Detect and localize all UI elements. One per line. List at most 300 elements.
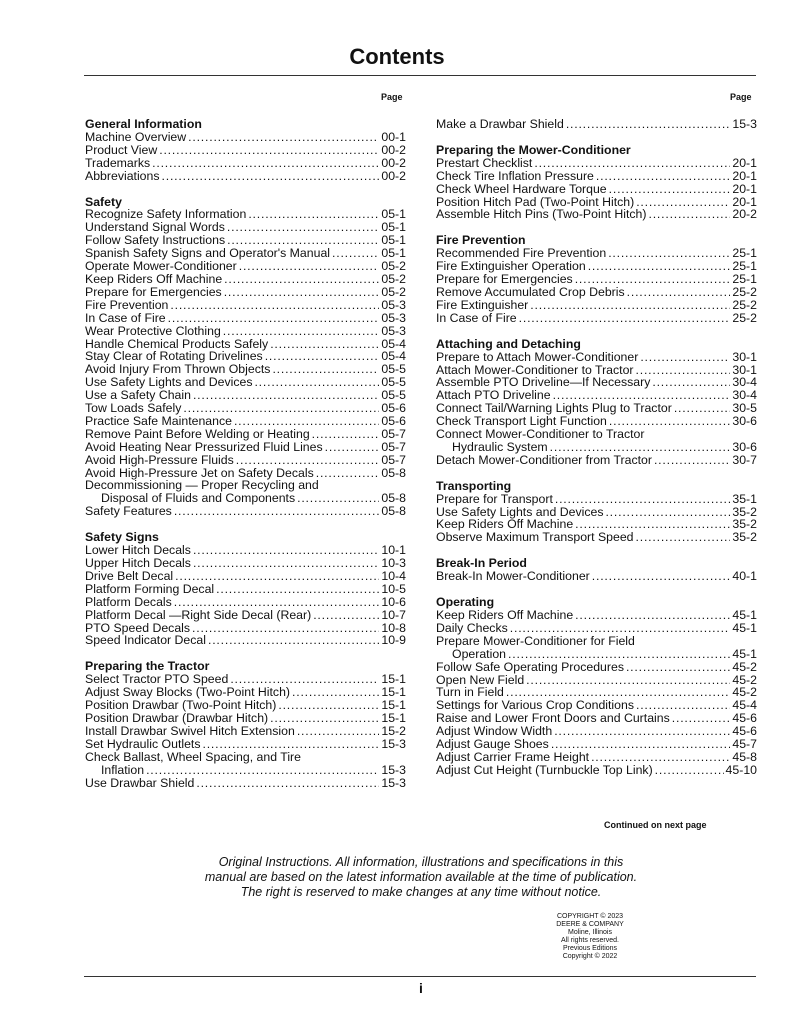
section-title: Transporting xyxy=(436,478,512,493)
toc-entry-text: Wear Protective Clothing xyxy=(85,323,221,338)
toc-entry-text: Prepare Mower-Conditioner for Field xyxy=(436,633,635,648)
toc-entry-text: Prepare for Emergencies xyxy=(85,284,222,299)
toc-entry-text: Platform Decals xyxy=(85,594,172,609)
toc-page-number: 05-1 xyxy=(381,207,406,222)
toc-entry[interactable] xyxy=(85,712,406,725)
toc-page-number: 25-1 xyxy=(732,272,757,287)
toc-entry-text: Install Drawbar Swivel Hitch Extension xyxy=(85,723,295,738)
toc-page-number: 10-9 xyxy=(381,633,406,648)
page-number: i xyxy=(419,980,423,996)
toc-entry[interactable] xyxy=(436,609,757,622)
toc-page-number: 05-1 xyxy=(381,233,406,248)
toc-page-number: 20-2 xyxy=(732,207,757,222)
toc-entry-text: Adjust Gauge Shoes xyxy=(436,737,549,752)
toc-page-number: 25-2 xyxy=(732,297,757,312)
toc-entry-text: Use Safety Lights and Devices xyxy=(85,375,253,390)
dot-leader xyxy=(224,273,379,286)
toc-right-column xyxy=(436,118,757,790)
toc-entry-text: Set Hydraulic Outlets xyxy=(85,736,201,751)
toc-page-number: 15-3 xyxy=(381,775,406,790)
toc-page-number: 15-3 xyxy=(381,762,406,777)
toc-page-number: 05-4 xyxy=(381,336,406,351)
toc-entry[interactable] xyxy=(85,415,406,428)
toc-entry[interactable] xyxy=(436,570,757,583)
dot-leader xyxy=(216,583,379,596)
toc-entry-text: Hydraulic System xyxy=(452,439,548,454)
toc-page-number: 10-1 xyxy=(381,543,406,558)
dot-leader xyxy=(636,531,731,544)
dot-leader xyxy=(554,725,730,738)
dot-leader xyxy=(608,247,730,260)
toc-entry[interactable] xyxy=(85,505,406,518)
dot-leader xyxy=(534,157,730,170)
toc-entry-text: Decommissioning — Proper Recycling and xyxy=(85,478,319,493)
dot-leader xyxy=(270,338,379,351)
toc-entry[interactable] xyxy=(85,273,406,286)
dot-leader xyxy=(272,363,379,376)
section-title: Preparing the Mower-Conditioner xyxy=(436,142,631,157)
toc-entry-text: Recommended Fire Prevention xyxy=(436,246,607,261)
toc-entry-text: Attach Mower-Conditioner to Tractor xyxy=(436,362,634,377)
section-title: Preparing the Tractor xyxy=(85,659,210,674)
toc-entry[interactable] xyxy=(85,299,406,312)
toc-entry-text: Detach Mower-Conditioner from Tractor xyxy=(436,452,652,467)
toc-entry-text: Assemble PTO Driveline—If Necessary xyxy=(436,375,651,390)
section-title: Break-In Period xyxy=(436,556,527,571)
copyright-line: All rights reserved. xyxy=(561,937,619,944)
toc-entry-text: Operation xyxy=(452,646,507,661)
toc-entry-text: Select Tractor PTO Speed xyxy=(85,672,229,687)
toc-entry-text: Adjust Carrier Frame Height xyxy=(436,749,590,764)
toc-entry-text: Avoid Injury From Thrown Objects xyxy=(85,362,271,377)
dot-leader xyxy=(192,622,379,635)
toc-page-number: 05-5 xyxy=(381,375,406,390)
toc-entry[interactable] xyxy=(85,725,406,738)
toc-page-number: 05-2 xyxy=(381,271,406,286)
toc-page-number: 30-6 xyxy=(732,414,757,429)
dot-leader xyxy=(609,183,731,196)
dot-leader xyxy=(227,221,379,234)
toc-page-number: 15-3 xyxy=(381,736,406,751)
page-title: Contents xyxy=(349,44,445,69)
toc-page-number: 05-1 xyxy=(381,246,406,261)
dot-leader xyxy=(236,454,380,467)
toc-entry[interactable] xyxy=(85,131,406,144)
dot-leader xyxy=(672,712,731,725)
toc-page-number: 30-4 xyxy=(732,375,757,390)
toc-entry-text: Fire Extinguisher xyxy=(436,297,529,312)
toc-page-number: 05-4 xyxy=(381,349,406,364)
toc-entry-text: Position Drawbar (Two-Point Hitch) xyxy=(85,698,277,713)
toc-page-number: 05-5 xyxy=(381,388,406,403)
toc-entry-text: Machine Overview xyxy=(85,129,187,144)
toc-page-number: 05-2 xyxy=(381,259,406,274)
toc-entry[interactable] xyxy=(436,751,757,764)
toc-entry-text: Adjust Sway Blocks (Two-Point Hitch) xyxy=(85,685,291,700)
toc-page-number: 05-7 xyxy=(381,426,406,441)
copyright-line: DEERE & COMPANY xyxy=(556,921,624,928)
toc-entry-text: Remove Paint Before Welding or Heating xyxy=(85,426,310,441)
dot-leader xyxy=(592,570,731,583)
toc-page-number: 45-1 xyxy=(732,646,757,661)
toc-page-number: 05-3 xyxy=(381,297,406,312)
toc-entry-text: Connect Tail/Warning Lights Plug to Tractor xyxy=(436,401,672,416)
toc-entry[interactable] xyxy=(436,454,757,467)
toc-entry-text: Platform Forming Decal xyxy=(85,581,215,596)
dot-leader xyxy=(152,157,379,170)
dot-leader xyxy=(332,247,379,260)
toc-entry-text: Check Tire Inflation Pressure xyxy=(436,168,594,183)
dot-leader xyxy=(566,118,731,131)
section-title: Fire Prevention xyxy=(436,233,526,248)
toc-entry-text: Check Transport Light Function xyxy=(436,414,607,429)
dot-leader xyxy=(174,505,380,518)
dot-leader xyxy=(627,286,731,299)
footer-line: manual are based on the latest information available at the time of publication. xyxy=(204,870,638,884)
dot-leader xyxy=(555,493,731,506)
toc-section xyxy=(85,196,406,519)
toc-page-number: 00-2 xyxy=(381,155,406,170)
toc-entry[interactable] xyxy=(85,634,406,647)
toc-page-number: 10-6 xyxy=(381,594,406,609)
toc-entry-text: Check Wheel Hardware Torque xyxy=(436,181,607,196)
toc-entry[interactable] xyxy=(85,428,406,441)
toc-entry[interactable] xyxy=(436,493,757,506)
toc-entry-text: Operate Mower-Conditioner xyxy=(85,259,237,274)
toc-entry-text: Use Safety Lights and Devices xyxy=(436,504,604,519)
toc-entry-text: Daily Checks xyxy=(436,620,508,635)
dot-leader xyxy=(196,777,379,790)
toc-entry-text: Make a Drawbar Shield xyxy=(436,117,564,131)
left-page-column-header: Page xyxy=(381,92,403,102)
toc-page-number: 30-1 xyxy=(732,362,757,377)
toc-entry-text: Product View xyxy=(85,142,158,157)
toc-page-number: 45-4 xyxy=(732,698,757,713)
toc-entry-text: Trademarks xyxy=(85,155,151,170)
dot-leader xyxy=(648,208,730,221)
toc-page-number: 45-2 xyxy=(732,685,757,700)
toc-entry[interactable] xyxy=(436,661,757,674)
toc-section xyxy=(436,118,757,131)
dot-leader xyxy=(193,544,379,557)
toc-entry[interactable] xyxy=(85,764,406,777)
toc-entry-text: Safety Features xyxy=(85,504,172,519)
toc-entry[interactable] xyxy=(85,596,406,609)
toc-entry[interactable] xyxy=(436,299,757,312)
toc-entry-text: Practice Safe Maintenance xyxy=(85,413,232,428)
toc-section xyxy=(85,531,406,647)
section-title: Safety Signs xyxy=(85,530,159,545)
dot-leader xyxy=(234,415,379,428)
toc-section xyxy=(436,557,757,583)
section-title: Operating xyxy=(436,595,495,610)
dot-leader xyxy=(146,764,379,777)
toc-entry-text: Remove Accumulated Crop Debris xyxy=(436,284,625,299)
dot-leader xyxy=(596,170,730,183)
toc-page-number: 45-10 xyxy=(725,762,757,777)
toc-section xyxy=(436,144,757,221)
toc-entry-text: Abbreviations xyxy=(85,168,160,183)
toc-page-number: 45-7 xyxy=(732,737,757,752)
dot-leader xyxy=(224,286,380,299)
toc-entry-text: Keep Riders Off Machine xyxy=(436,608,574,622)
toc-entry[interactable] xyxy=(436,208,757,221)
toc-page-number: 30-5 xyxy=(732,401,757,416)
top-divider xyxy=(84,75,756,76)
toc-section xyxy=(436,234,757,324)
toc-entry[interactable] xyxy=(436,764,757,777)
toc-page-number: 15-1 xyxy=(381,710,406,725)
toc-entry[interactable] xyxy=(436,648,757,661)
bottom-divider xyxy=(84,976,756,977)
toc-entry[interactable] xyxy=(85,312,406,325)
dot-leader xyxy=(312,428,380,441)
toc-entry[interactable] xyxy=(85,777,406,790)
toc-page-number: 25-2 xyxy=(732,310,757,325)
right-page-column-header: Page xyxy=(730,92,752,102)
dot-leader xyxy=(510,622,731,635)
toc-entry-text: Spanish Safety Signs and Operator's Manual xyxy=(85,246,331,261)
toc-entry[interactable] xyxy=(436,441,757,454)
toc-entry-text: Use Drawbar Shield xyxy=(85,775,195,790)
toc-page-number: 45-1 xyxy=(732,608,757,622)
toc-entry[interactable] xyxy=(85,557,406,570)
toc-section xyxy=(85,660,406,789)
dot-leader xyxy=(175,570,379,583)
toc-page-number: 25-1 xyxy=(732,246,757,261)
toc-page-number: 05-8 xyxy=(381,491,406,506)
toc-entry[interactable] xyxy=(85,286,406,299)
toc-entry[interactable] xyxy=(85,738,406,751)
dot-leader xyxy=(316,467,380,480)
toc-entry-text: Tow Loads Safely xyxy=(85,401,182,416)
toc-entry-text: Recognize Safety Information xyxy=(85,207,247,222)
toc-entry[interactable] xyxy=(436,118,757,131)
toc-page-number: 45-2 xyxy=(732,672,757,687)
toc-entry[interactable] xyxy=(436,157,757,170)
dot-leader xyxy=(575,609,730,622)
toc-page-number: 40-1 xyxy=(732,569,757,584)
toc-entry-text: Understand Signal Words xyxy=(85,220,225,235)
dot-leader xyxy=(652,376,730,389)
original-instructions-note xyxy=(0,855,794,900)
toc-page-number: 00-2 xyxy=(381,142,406,157)
toc-page-number: 20-1 xyxy=(732,168,757,183)
toc-entry-text: Avoid High-Pressure Fluids xyxy=(85,452,234,467)
toc-entry-text: Keep Riders Off Machine xyxy=(436,517,574,532)
dot-leader xyxy=(297,725,380,738)
dot-leader xyxy=(297,492,379,505)
section-title: Safety xyxy=(85,194,122,209)
toc-page-number: 00-2 xyxy=(381,168,406,183)
toc-section xyxy=(85,118,406,183)
toc-page-number: 15-1 xyxy=(381,672,406,687)
dot-leader xyxy=(254,376,379,389)
toc-entry[interactable] xyxy=(85,157,406,170)
toc-page-number: 30-1 xyxy=(732,349,757,364)
toc-page-number: 10-4 xyxy=(381,568,406,583)
toc-page-number: 15-1 xyxy=(381,685,406,700)
dot-leader xyxy=(248,208,379,221)
toc-page-number: 05-5 xyxy=(381,362,406,377)
toc-page-number: 05-8 xyxy=(381,504,406,519)
toc-page-number: 35-1 xyxy=(732,491,757,506)
toc-entry-text: Fire Extinguisher Operation xyxy=(436,259,586,274)
dot-leader xyxy=(292,686,379,699)
toc-entry[interactable] xyxy=(85,325,406,338)
toc-section xyxy=(436,596,757,777)
toc-page-number: 05-7 xyxy=(381,439,406,454)
dot-leader xyxy=(168,312,380,325)
toc-entry[interactable] xyxy=(85,609,406,622)
toc-page-number: 15-3 xyxy=(732,117,757,131)
dot-leader xyxy=(193,557,379,570)
toc-entry[interactable] xyxy=(436,312,757,325)
dot-leader xyxy=(162,170,380,183)
copyright-line: Previous Editions xyxy=(562,945,618,952)
toc-entry-text: Position Drawbar (Drawbar Hitch) xyxy=(85,710,269,725)
dot-leader xyxy=(239,260,380,273)
toc-entry[interactable] xyxy=(85,144,406,157)
toc-entry-text: Turn in Field xyxy=(436,685,504,700)
dot-leader xyxy=(174,596,380,609)
dot-leader xyxy=(640,351,730,364)
toc-entry[interactable] xyxy=(85,570,406,583)
toc-page-number: 45-6 xyxy=(732,711,757,726)
dot-leader xyxy=(530,299,730,312)
toc-entry-text: Fire Prevention xyxy=(85,297,169,312)
toc-page-number: 25-1 xyxy=(732,259,757,274)
dot-leader xyxy=(325,441,380,454)
toc-entry-text: Assemble Hitch Pins (Two-Point Hitch) xyxy=(436,207,647,222)
dot-leader xyxy=(550,441,731,454)
dot-leader xyxy=(526,674,730,687)
toc-page-number: 35-2 xyxy=(732,530,757,545)
toc-page-number: 25-2 xyxy=(732,284,757,299)
toc-entry-text: Position Hitch Pad (Two-Point Hitch) xyxy=(436,194,635,209)
toc-entry[interactable] xyxy=(85,170,406,183)
toc-page-number: 05-2 xyxy=(381,284,406,299)
toc-entry-text: Connect Mower-Conditioner to Tractor xyxy=(436,427,645,442)
dot-leader xyxy=(674,402,731,415)
toc-entry-text: Raise and Lower Front Doors and Curtains xyxy=(436,711,670,726)
section-title: Attaching and Detaching xyxy=(436,336,581,351)
toc-entry-text: Use a Safety Chain xyxy=(85,388,191,403)
toc-entry-text: Platform Decal —Right Side Decal (Rear) xyxy=(85,607,312,622)
dot-leader xyxy=(183,402,379,415)
dot-leader xyxy=(626,661,730,674)
continued-note: Continued on next page xyxy=(604,820,707,830)
toc-entry[interactable] xyxy=(436,531,757,544)
toc-page-number: 05-7 xyxy=(381,452,406,467)
toc-entry[interactable] xyxy=(85,441,406,454)
toc-page-number: 20-1 xyxy=(732,155,757,170)
toc-entry-text: Open New Field xyxy=(436,672,525,687)
toc-entry-text: Handle Chemical Products Safely xyxy=(85,336,269,351)
toc-page-number: 45-2 xyxy=(732,659,757,674)
toc-entry[interactable] xyxy=(85,454,406,467)
toc-entry-text: Prestart Checklist xyxy=(436,155,533,170)
toc-entry-text: Adjust Window Width xyxy=(436,724,553,739)
toc-page-number: 05-6 xyxy=(381,413,406,428)
toc-page-number: 20-1 xyxy=(732,194,757,209)
dot-leader xyxy=(193,389,379,402)
toc-entry[interactable] xyxy=(85,402,406,415)
dot-leader xyxy=(188,131,379,144)
toc-section xyxy=(436,338,757,467)
toc-entry-text: Keep Riders Off Machine xyxy=(85,271,223,286)
toc-section xyxy=(436,480,757,545)
toc-page-number: 15-2 xyxy=(381,723,406,738)
dot-leader xyxy=(159,144,379,157)
toc-page-number: 35-2 xyxy=(732,504,757,519)
toc-entry[interactable] xyxy=(436,183,757,196)
toc-entry-text: Follow Safety Instructions xyxy=(85,233,226,248)
dot-leader xyxy=(203,738,380,751)
copyright-line: Moline, Illinois xyxy=(568,929,612,936)
footer-line: Original Instructions. All information, illustrations and specifications in this xyxy=(218,855,624,869)
toc-page-number: 10-3 xyxy=(381,556,406,570)
toc-page-number: 45-8 xyxy=(732,749,757,764)
toc-page-number: 05-8 xyxy=(381,465,406,480)
toc-page-number: 30-7 xyxy=(732,452,757,467)
footer-line: The right is reserved to make changes at any time without notice. xyxy=(240,885,602,899)
toc-entry[interactable] xyxy=(85,583,406,596)
toc-entry-text: Adjust Cut Height (Turnbuckle Top Link) xyxy=(436,762,653,777)
toc-page-number: 15-1 xyxy=(381,698,406,713)
toc-page-number: 10-8 xyxy=(381,620,406,635)
toc-entry-text: PTO Speed Decals xyxy=(85,620,191,635)
toc-entry-text: Lower Hitch Decals xyxy=(85,543,191,558)
dot-leader xyxy=(654,454,730,467)
toc-entry-text: Attach PTO Driveline xyxy=(436,388,551,403)
toc-entry-text: Follow Safe Operating Procedures xyxy=(436,659,624,674)
toc-page-number: 00-1 xyxy=(381,129,406,144)
toc-entry-text: Check Ballast, Wheel Spacing, and Tire xyxy=(85,749,301,764)
dot-leader xyxy=(591,751,730,764)
toc-entry-text: Prepare to Attach Mower-Conditioner xyxy=(436,349,639,364)
toc-entry[interactable] xyxy=(436,170,757,183)
dot-leader xyxy=(208,634,379,647)
toc-page-number: 10-5 xyxy=(381,581,406,596)
toc-entry-text: Upper Hitch Decals xyxy=(85,556,191,570)
toc-page-number: 35-2 xyxy=(732,517,757,532)
dot-leader xyxy=(270,712,379,725)
toc-entry-text: Settings for Various Crop Conditions xyxy=(436,698,634,713)
dot-leader xyxy=(170,299,379,312)
toc-entry-text: Speed Indicator Decal xyxy=(85,633,206,648)
copyright-block xyxy=(540,913,640,961)
dot-leader xyxy=(265,350,380,363)
toc-entry[interactable] xyxy=(436,286,757,299)
toc-entry-text: Break-In Mower-Conditioner xyxy=(436,569,590,584)
toc-entry-text: Prepare for Emergencies xyxy=(436,272,573,287)
toc-entry[interactable] xyxy=(436,622,757,635)
copyright-line: Copyright © 2022 xyxy=(562,953,618,960)
toc-page-number: 20-1 xyxy=(732,181,757,196)
toc-entry-text: Drive Belt Decal xyxy=(85,568,174,583)
dot-leader xyxy=(588,260,731,273)
dot-leader xyxy=(655,764,724,777)
toc-entry-text: Stay Clear of Rotating Drivelines xyxy=(85,349,263,364)
toc-page-number: 10-7 xyxy=(381,607,406,622)
toc-page-number: 05-3 xyxy=(381,310,406,325)
dot-leader xyxy=(605,506,730,519)
dot-leader xyxy=(278,699,379,712)
toc-entry[interactable] xyxy=(436,351,757,364)
toc-entry-text: Prepare for Transport xyxy=(436,491,553,506)
dot-leader xyxy=(636,196,730,209)
